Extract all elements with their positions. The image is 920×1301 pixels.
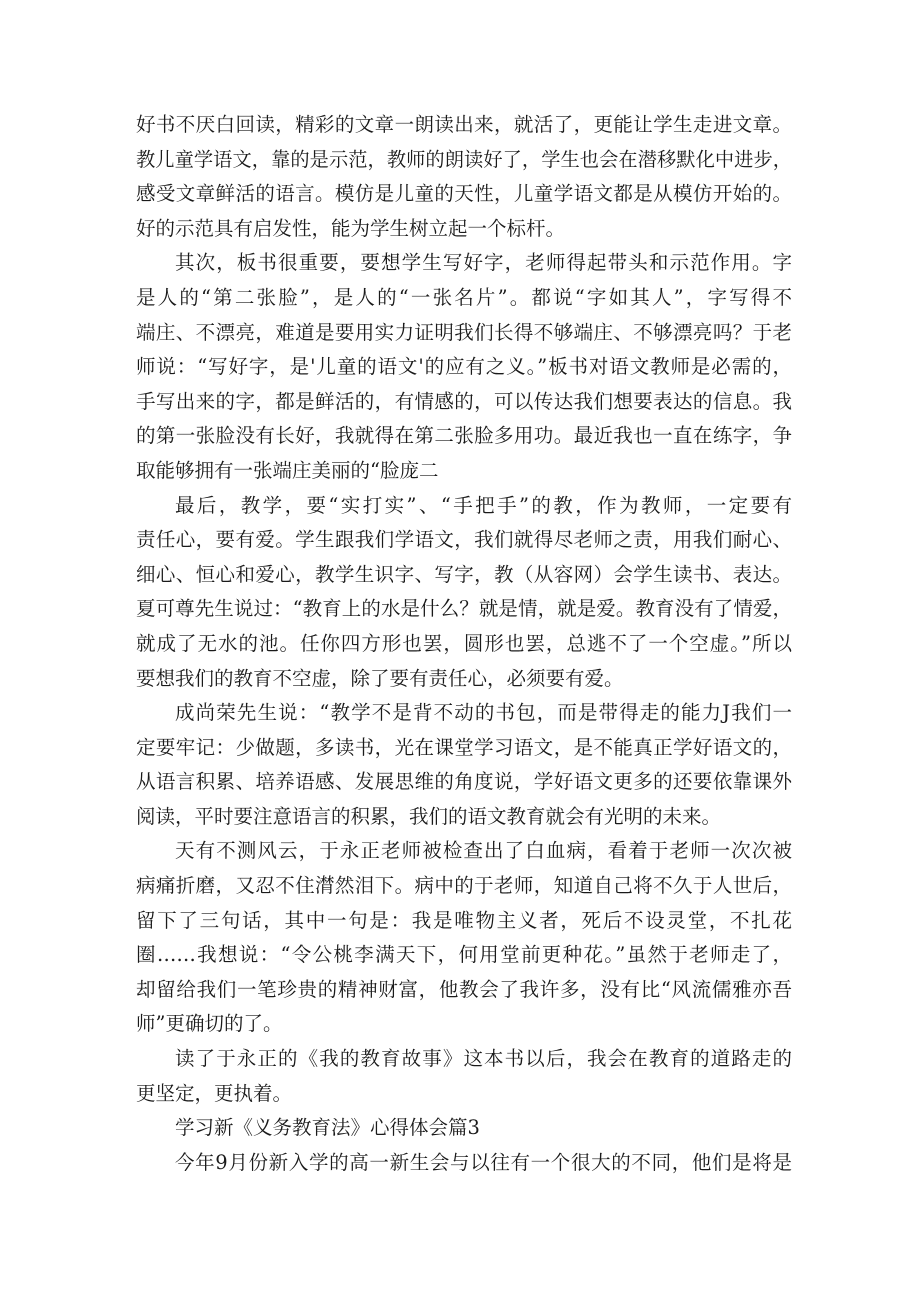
text-line: 好书不厌白回读，精彩的文章一朗读出来，就活了，更能让学生走进文章。 — [136, 113, 792, 136]
text-line: 阅读，平时要注意语言的积累，我们的语文教育就会有光明的未来。 — [136, 804, 722, 828]
text-line: 细心、恒心和爱心，教学生识字、写字，教（从容网）会学生读书、表达。 — [136, 562, 792, 586]
paragraph-1 — [136, 108, 792, 246]
text-line: 其次，板书很重要，要想学生写好字，老师得起带头和示范作用。字 — [175, 251, 792, 275]
text-line: 感受文章鲜活的语言。模仿是儿童的天性，儿童学语文都是从模仿开始的。 — [136, 182, 792, 206]
text-line: 今年9月份新入学的高一新生会与以往有一个很大的不同，他们是将是 — [175, 1150, 792, 1174]
text-line: 师说：“写好字，是'儿童的语文'的应有之义。”板书对语文教师是必需的， — [136, 355, 792, 379]
text-line: 是人的“第二张脸”，是人的“一张名片”。都说“字如其人”，字写得不 — [136, 285, 792, 309]
text-line: 教儿童学语文，靠的是示范，教师的朗读好了，学生也会在潜移默化中进步， — [136, 147, 792, 171]
document-body — [136, 108, 792, 1180]
text-line: 天有不测风云，于永正老师被检查出了白血病，看着于老师一次次被 — [175, 839, 792, 863]
text-line: 取能够拥有一张端庄美丽的“脸庞二 — [136, 458, 439, 482]
text-line: 成尚荣先生说：“教学不是背不动的书包，而是带得走的能力J我们一 — [175, 701, 792, 725]
text-line: 就成了无水的池。任你四方形也罢，圆形也罢，总逃不了一个空虚。”所以 — [136, 631, 792, 655]
text-line: 读了于永正的《我的教育故事》这本书以后，我会在教育的道路走的 — [175, 1047, 792, 1071]
text-line: 要想我们的教育不空虚，除了要有责任心，必须要有爱。 — [136, 666, 624, 690]
text-line: 端庄、不漂亮，难道是要用实力证明我们长得不够端庄、不够漂亮吗？于老 — [136, 320, 792, 344]
section-heading — [136, 1111, 792, 1146]
heading-line: 学习新《义务教育法》心得体会篇3 — [175, 1116, 480, 1140]
text-line: 从语言积累、培养语感、发展思维的角度说，学好语文更多的还要依靠课外 — [136, 770, 792, 794]
text-line: 却留给我们一笔珍贵的精神财富，他教会了我许多，没有比“风流儒雅亦吾 — [136, 977, 792, 1001]
text-line: 手写出来的字，都是鲜活的，有情感的，可以传达我们想要表达的信息。我 — [136, 389, 792, 413]
paragraph-4 — [136, 696, 792, 834]
text-line: 的第一张脸没有长好，我就得在第二张脸多用功。最近我也一直在练字，争 — [136, 424, 792, 448]
text-line: 更坚定，更执着。 — [136, 1081, 293, 1105]
paragraph-3 — [136, 489, 792, 697]
paragraph-7 — [136, 1146, 792, 1181]
text-line: 师”更确切的了。 — [136, 1012, 283, 1036]
paragraph-5 — [136, 834, 792, 1042]
text-line: 留下了三句话，其中一句是：我是唯物主义者，死后不设灵堂，不扎花 — [136, 908, 792, 932]
text-line: 最后，教学，要“实打实”、“手把手”的教，作为教师，一定要有 — [175, 493, 792, 517]
text-line: 夏可尊先生说过：“教育上的水是什么？就是情，就是爱。教育没有了情爱， — [136, 597, 792, 621]
text-line: 好的示范具有启发性，能为学生树立起一个标杆。 — [136, 216, 566, 240]
paragraph-2 — [136, 246, 792, 488]
text-line: 圈……我想说：“令公桃李满天下，何用堂前更种花。”虽然于老师走了， — [136, 943, 792, 967]
text-line: 责任心，要有爱。学生跟我们学语文，我们就得尽老师之责，用我们耐心、 — [136, 528, 792, 552]
text-line: 定要牢记：少做题，多读书，光在课堂学习语文，是不能真正学好语文的， — [136, 735, 792, 759]
paragraph-6 — [136, 1042, 792, 1111]
text-line: 病痛折磨，又忍不住潸然泪下。病中的于老师，知道自己将不久于人世后， — [136, 874, 792, 898]
